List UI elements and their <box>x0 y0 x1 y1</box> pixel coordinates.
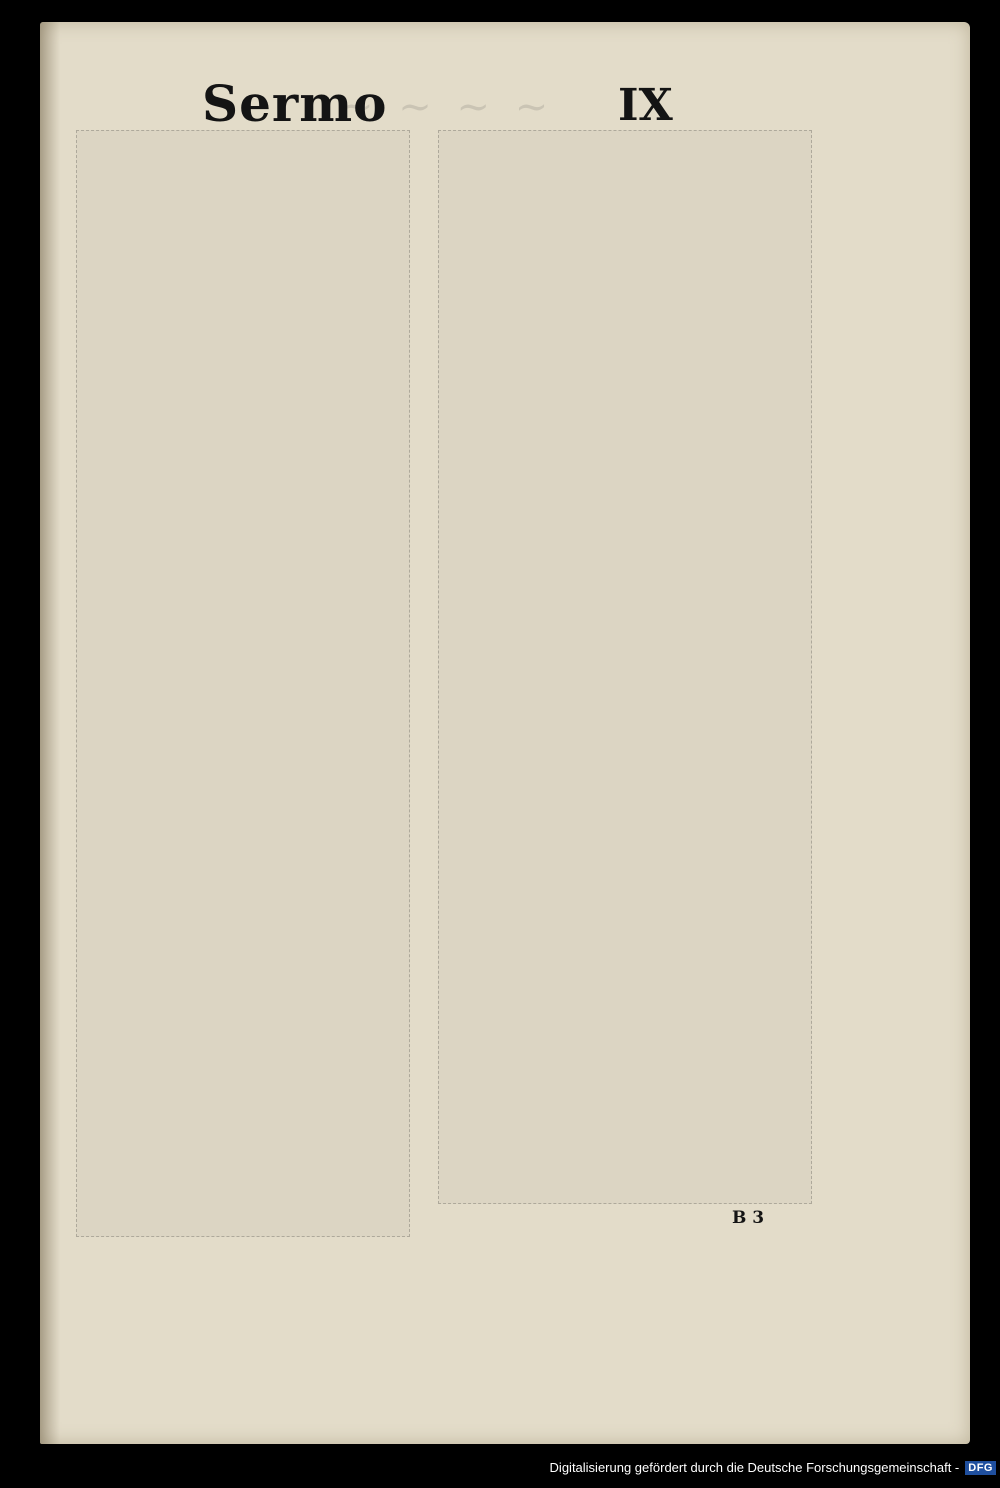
text-column-left <box>76 130 410 1237</box>
text-column-right <box>438 130 812 1204</box>
digitization-footer <box>550 1460 996 1475</box>
running-title: Sermo <box>202 74 388 133</box>
dfg-logo-icon: DFG <box>965 1461 996 1475</box>
folio-number: IX <box>618 80 673 131</box>
signature-mark: B 3 <box>732 1208 765 1228</box>
footer-credit: Digitalisierung gefördert durch die Deutsche Forschungsgemeinschaft - <box>549 1460 960 1475</box>
ghost-header-show-through: ~ ~ ~ ~ <box>340 84 555 130</box>
book-page <box>40 22 970 1444</box>
